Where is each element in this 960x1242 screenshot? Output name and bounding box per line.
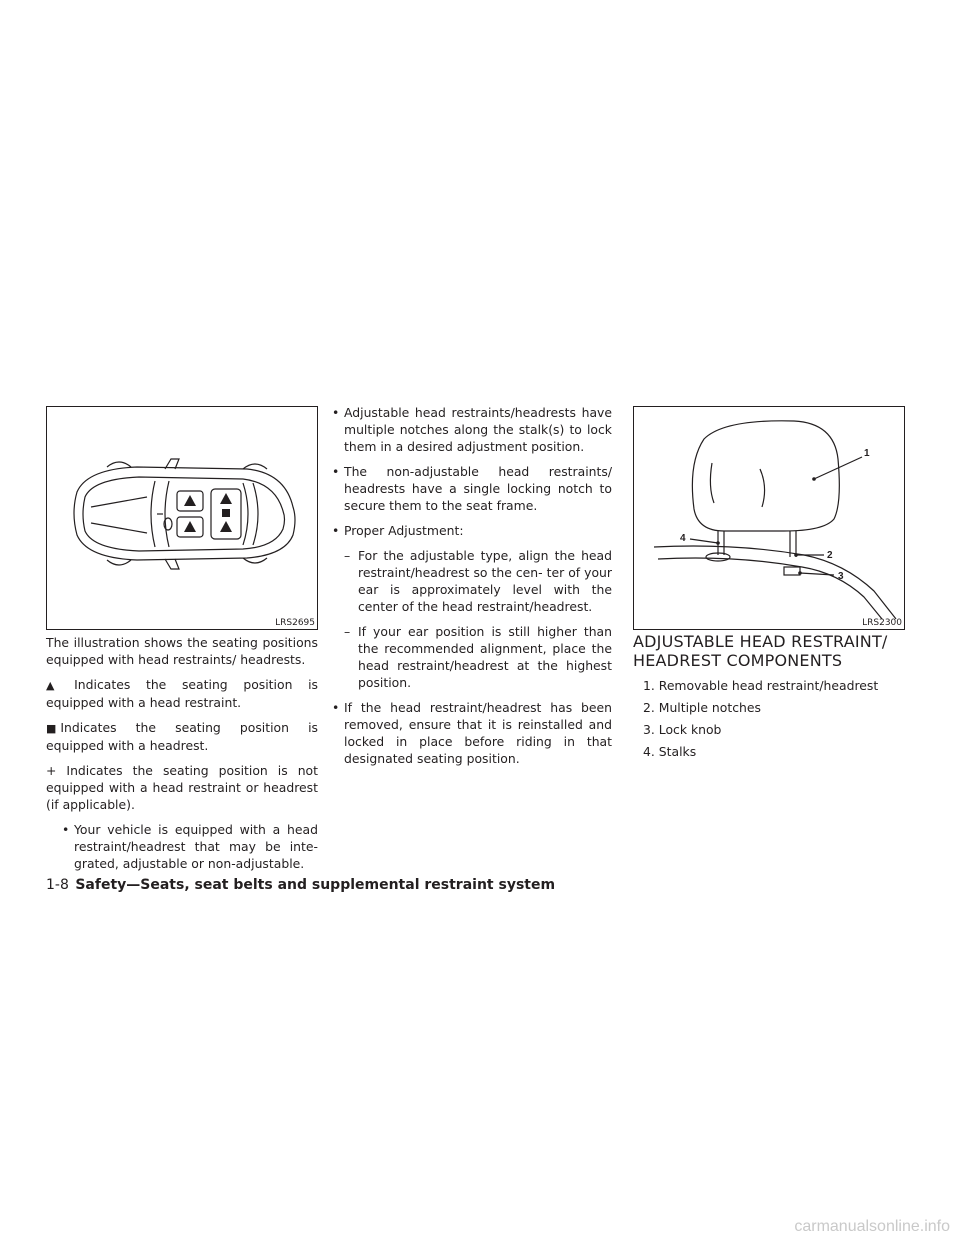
triangle-symbol-front-right (184, 495, 196, 506)
square-symbol-rear-center (222, 509, 230, 517)
bullet-icon: • (62, 822, 70, 837)
square-legend: ■ Indicates the seating position is equipped with a headrest. (46, 720, 318, 753)
sub-list-item: – For the adjustable type, align the head restraint/headrest so the cen- ter of your ear is approximately level with the center of the head restraint/headrest. (344, 548, 612, 614)
figure-code: LRS2300 (862, 618, 902, 628)
triangle-symbol-rear-right (220, 493, 232, 504)
section-heading: ADJUSTABLE HEAD RESTRAINT/ HEADREST COMPONENTS (633, 632, 888, 670)
bullet-icon: • (332, 523, 340, 538)
intro-paragraph: The illustration shows the seating positions equipped with head restraints/ headrests. (46, 635, 318, 667)
headrest-illustration (634, 407, 904, 629)
triangle-legend: ▲ Indicates the seating position is equipped with a head restraint. (46, 677, 318, 710)
column-1 (46, 634, 318, 880)
column-3 (633, 632, 905, 766)
callout-4: 4 (680, 533, 686, 544)
dash-icon: – (344, 624, 351, 639)
list-item: • If the head restraint/headrest has been removed, ensure that it is reinstalled and locked in place before riding in that designated seating position. (332, 700, 612, 766)
list-item: 4. Stalks (643, 744, 697, 759)
headrest-components-figure (633, 406, 905, 630)
dash-icon: – (344, 548, 351, 563)
page-number: 1-8 (46, 877, 69, 893)
car-top-view-illustration (47, 407, 317, 629)
sub-list-item: – If your ear position is still higher than the recommended alignment, place the head restraint/headrest at the highest position. (344, 624, 612, 690)
figure-code: LRS2695 (275, 618, 315, 628)
bullet-icon: • (332, 405, 340, 420)
list-item: • Adjustable head restraints/headrests have multiple notches along the stalk(s) to lock them in a desired adjustment position. (332, 405, 612, 454)
watermark: carmanualsonline.info (794, 1218, 950, 1235)
plus-legend: + Indicates the seating position is not equipped with a head restraint or headrest (if applicable). (46, 763, 318, 812)
list-item: • The non-adjustable head restraints/ headrests have a single locking notch to secure them to the seat frame. (332, 464, 612, 513)
list-item: 3. Lock knob (643, 722, 722, 737)
page-footer (46, 876, 555, 894)
triangle-symbol-front-left (184, 521, 196, 532)
bullet-icon: • (332, 700, 340, 715)
components-list (633, 678, 905, 759)
triangle-symbol-rear-left (220, 521, 232, 532)
callout-1: 1 (864, 448, 870, 459)
column-2 (330, 404, 612, 775)
list-item: 2. Multiple notches (643, 700, 761, 715)
list-item: 1. Removable head restraint/headrest (643, 678, 879, 693)
triangle-icon: ▲ (46, 679, 55, 692)
callout-2: 2 (827, 550, 833, 561)
list-item: • Proper Adjustment: (332, 523, 464, 538)
bullet-icon: • (332, 464, 340, 479)
list-item: • Your vehicle is equipped with a head restraint/headrest that may be inte- grated, adjustable or non-adjustable. (62, 822, 318, 871)
square-icon: ■ (46, 722, 57, 735)
seating-positions-figure (46, 406, 318, 630)
callout-3: 3 (838, 571, 844, 582)
section-title: Safety—Seats, seat belts and supplemental restraint system (75, 877, 556, 893)
